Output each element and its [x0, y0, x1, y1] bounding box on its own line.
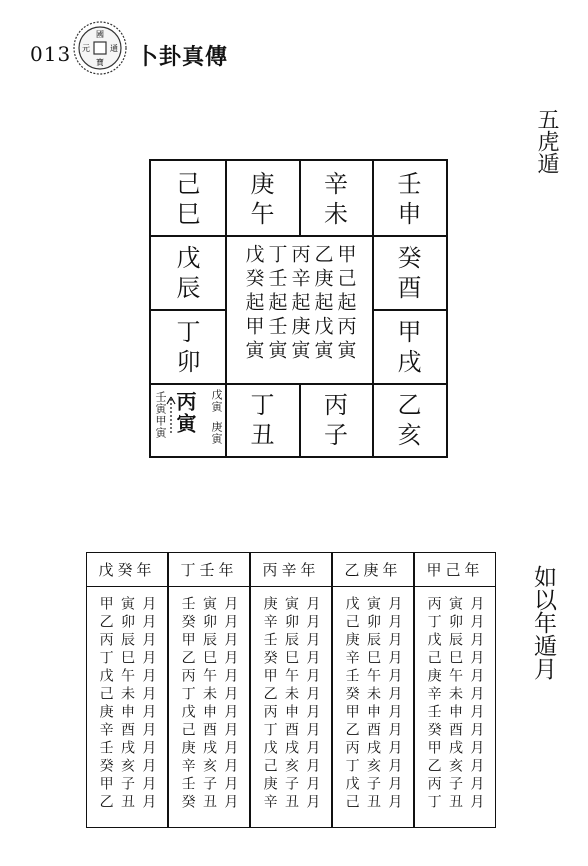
stem-col: 壬癸甲乙丙丁戊己庚辛壬癸: [179, 596, 196, 812]
rule-yi-geng: 乙庚起戊寅: [311, 244, 334, 364]
cell-ren-shen: [373, 161, 446, 236]
coin-char-bottom: 寶: [96, 58, 104, 67]
coin-char-top: 國: [96, 30, 104, 39]
cell-branch: 酉: [397, 273, 422, 302]
table-bing-xin: [250, 552, 332, 828]
table-jia-ji: [414, 552, 496, 828]
rule-ding-ren: 丁壬起壬寅: [265, 244, 288, 364]
cell-stem: 壬: [397, 169, 422, 198]
cell-branch: 巳: [176, 199, 201, 228]
cell-stem: 丁: [250, 391, 275, 419]
table-header: 丙辛年: [251, 553, 331, 587]
center-rules: [226, 236, 372, 382]
branch-col: 寅卯辰巳午未申酉戌亥子丑: [364, 596, 381, 812]
rule-bing-xin: 丙辛起庚寅: [288, 244, 311, 364]
cell-ding-mao: [151, 310, 226, 383]
coin-char-left: 元: [82, 44, 90, 53]
cell-branch: 丑: [250, 421, 275, 449]
cell-stem: 癸: [397, 243, 422, 272]
cell-stem: 辛: [324, 169, 348, 198]
branch-col: 寅卯辰巳午未申酉戌亥子丑: [118, 596, 135, 812]
cell-branch: 申: [397, 199, 422, 228]
cell-stem: 庚: [250, 169, 275, 198]
month-col: 月月月月月月月月月月月月: [386, 596, 403, 812]
cell-yi-hai: [373, 384, 446, 456]
cell-branch: 卯: [176, 347, 201, 376]
cell-wu-chen: [151, 236, 226, 309]
stem-col: 戊己庚辛壬癸甲乙丙丁戊己: [343, 596, 360, 812]
month-table-title: 如以年遁月: [530, 565, 556, 680]
cell-bing-zi: [300, 384, 372, 456]
cell-stem: 丁: [176, 317, 201, 346]
cell-branch: 辰: [176, 273, 201, 302]
stem-col: 庚辛壬癸甲乙丙丁戊己庚辛: [261, 596, 278, 812]
table-wu-gui: [86, 552, 168, 828]
five-tigers-title: 五虎遁: [534, 108, 559, 174]
branch-col: 寅卯辰巳午未申酉戌亥子丑: [282, 596, 299, 812]
stem-col: 丙丁戊己庚辛壬癸甲乙丙丁: [425, 596, 442, 812]
table-ding-ren: [168, 552, 250, 828]
special-right-col-1: 戊寅: [210, 389, 223, 413]
special-left-col: 壬寅甲寅: [154, 391, 167, 439]
month-col: 月月月月月月月月月月月月: [304, 596, 321, 812]
stem-col: 甲乙丙丁戊己庚辛壬癸甲乙: [97, 596, 114, 812]
cell-stem: 戊: [176, 243, 201, 272]
branch-col: 寅卯辰巳午未申酉戌亥子丑: [446, 596, 463, 812]
coin-logo-icon: [72, 20, 128, 76]
table-header: 戊癸年: [87, 553, 167, 587]
table-yi-geng: [332, 552, 414, 828]
cell-stem: 乙: [397, 391, 422, 419]
branch-col: 寅卯辰巳午未申酉戌亥子丑: [200, 596, 217, 812]
rule-wu-gui: 戊癸起甲寅: [242, 244, 265, 364]
five-tigers-grid: [149, 159, 448, 458]
book-title: 卜卦真傳: [136, 45, 229, 70]
cell-branch: 子: [324, 421, 348, 449]
special-right-col-2: 庚寅: [210, 421, 223, 445]
table-header: 甲己年: [415, 553, 495, 587]
cell-branch: 戌: [397, 347, 422, 376]
cell-stem: 丙: [324, 391, 348, 419]
cell-bing-yin: [151, 385, 225, 458]
table-header: 丁壬年: [169, 553, 249, 587]
month-col: 月月月月月月月月月月月月: [468, 596, 485, 812]
cell-xin-wei: [300, 161, 372, 236]
page-number: 013: [30, 42, 72, 66]
cell-branch: 未: [324, 199, 348, 228]
cell-geng-wu: [226, 161, 299, 236]
cell-stem: 己: [176, 169, 201, 198]
coin-char-right: 通: [110, 44, 118, 53]
cell-branch: 亥: [397, 421, 422, 449]
cell-stem: 甲: [397, 317, 422, 346]
cell-ding-chou: [226, 384, 299, 456]
cell-branch: 午: [250, 199, 275, 228]
month-col: 月月月月月月月月月月月月: [140, 596, 157, 812]
table-header: 乙庚年: [333, 553, 413, 587]
cell-ji-si: [151, 161, 226, 236]
cell-gui-you: [373, 236, 446, 309]
special-big: 丙寅: [173, 391, 197, 435]
rule-jia-ji: 甲己起丙寅: [334, 244, 357, 364]
cell-jia-xu: [373, 310, 446, 383]
month-col: 月月月月月月月月月月月月: [222, 596, 239, 812]
